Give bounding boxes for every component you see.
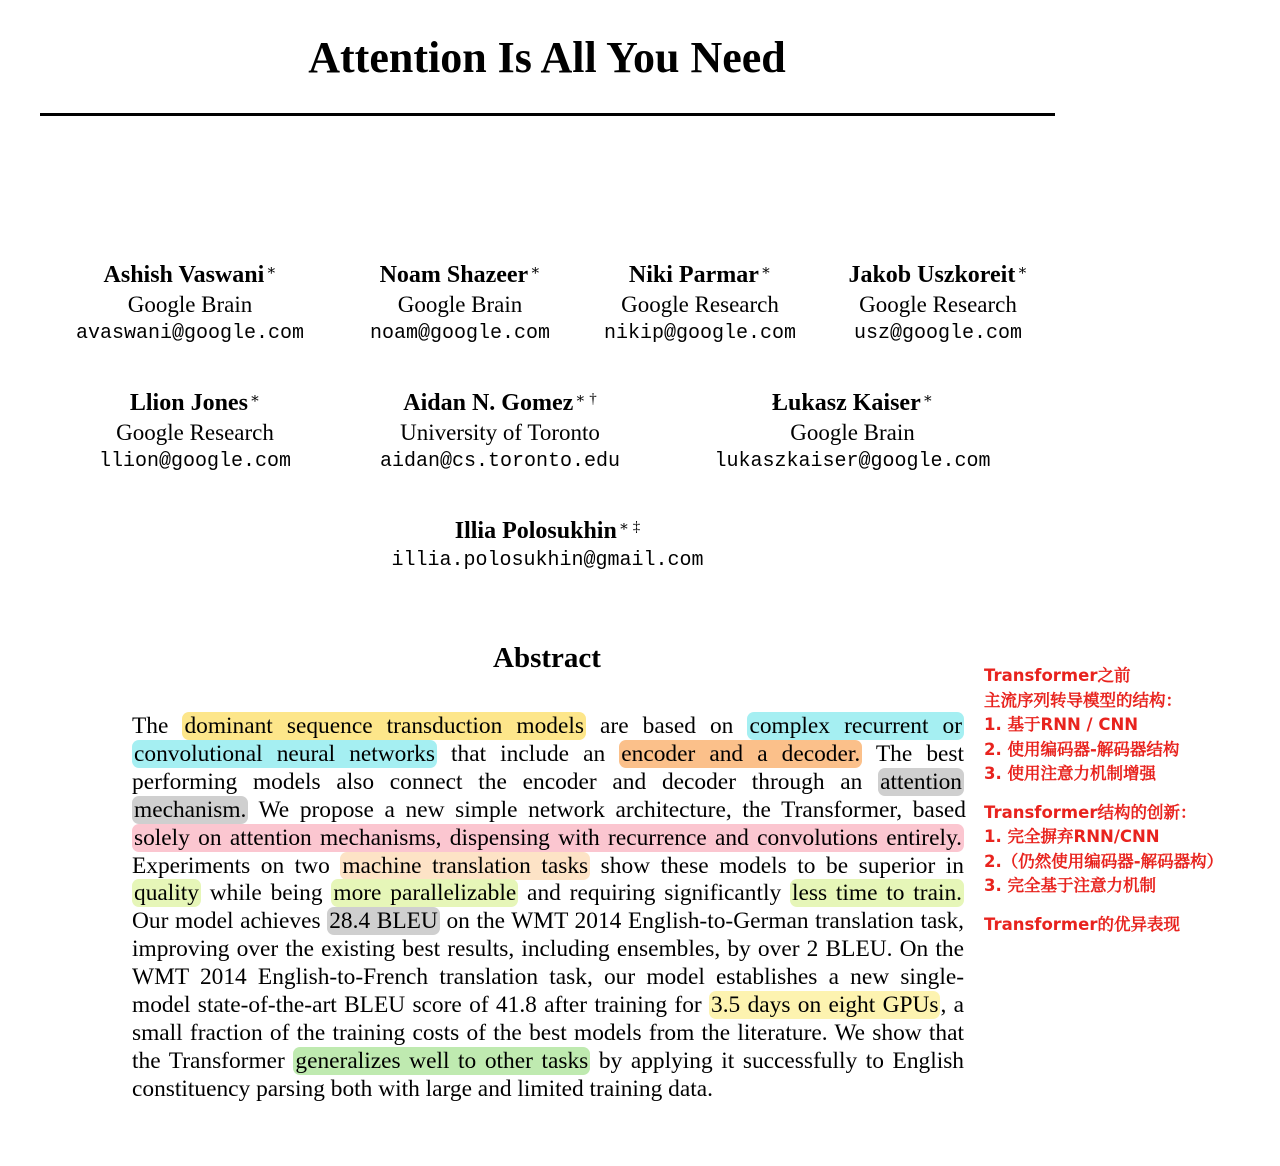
annotation-group bbox=[984, 913, 1278, 938]
author-marks: ∗ bbox=[530, 263, 541, 279]
paper-title: Attention Is All You Need bbox=[308, 33, 786, 82]
highlighted-phrase: 3.5 days on eight GPUs bbox=[711, 992, 939, 1019]
author-marks: ∗ bbox=[1017, 263, 1028, 279]
author-name: Ashish Vaswani bbox=[103, 262, 265, 288]
annotation-group bbox=[984, 801, 1278, 899]
author-affiliation: Google Brain bbox=[397, 292, 523, 317]
author-marks: ∗ bbox=[922, 391, 933, 407]
annotation-line: 2. 使用编码器-解码器结构 bbox=[984, 739, 1180, 759]
author-block bbox=[360, 385, 640, 476]
author-name: Llion Jones bbox=[129, 390, 248, 416]
author-name: Illia Polosukhin bbox=[454, 518, 617, 544]
author-name: Aidan N. Gomez bbox=[403, 390, 574, 416]
author-block bbox=[838, 257, 1038, 348]
highlighted-phrase: less time to train. bbox=[791, 880, 962, 907]
title-rule bbox=[40, 113, 1055, 116]
abstract-body bbox=[132, 713, 964, 1104]
author-email: llion@google.com bbox=[98, 450, 292, 473]
abstract-text: Experiments on two bbox=[132, 852, 341, 879]
annotation-line: Transformer之前 bbox=[984, 666, 1131, 685]
author-block bbox=[360, 513, 735, 575]
author-name: Łukasz Kaiser bbox=[772, 390, 921, 416]
author-marks: ∗ bbox=[249, 391, 261, 407]
author-block bbox=[80, 385, 310, 476]
highlighted-phrase: dominant sequence transduction models bbox=[184, 713, 584, 739]
author-email: lukaszkaiser@google.com bbox=[714, 450, 991, 473]
highlighted-phrase: solely on attention mechanisms, dispensing with recurrence and convolutions entirely. bbox=[134, 824, 962, 851]
highlighted-phrase: 28.4 BLEU bbox=[329, 908, 438, 935]
author-email: avaswani@google.com bbox=[75, 322, 305, 345]
highlighted-phrase: encoder and a decoder. bbox=[621, 740, 861, 767]
author-block bbox=[590, 257, 810, 348]
abstract-text: are based on bbox=[585, 713, 748, 739]
author-marks: ∗ bbox=[760, 263, 772, 279]
abstract-text: and requiring significantly bbox=[518, 880, 790, 907]
abstract-text: while being bbox=[200, 880, 332, 907]
annotation-group bbox=[984, 664, 1278, 787]
annotation-line: Transformer结构的创新： bbox=[984, 802, 1197, 822]
author-marks: ∗ † bbox=[575, 391, 597, 407]
author-email: noam@google.com bbox=[369, 322, 551, 345]
abstract-text: The bbox=[132, 713, 183, 739]
highlighted-phrase: more parallelizable bbox=[333, 880, 517, 907]
author-name: Niki Parmar bbox=[628, 262, 759, 288]
abstract-text: Our model achieves bbox=[132, 908, 328, 935]
abstract-text: show these models to be superior in bbox=[590, 852, 965, 879]
abstract-text: by applying it successfully to English constituency parsing both with large and limited training data. bbox=[132, 1047, 965, 1102]
author-email: usz@google.com bbox=[853, 322, 1023, 345]
author-email: aidan@cs.toronto.edu bbox=[379, 450, 621, 473]
highlighted-phrase: machine translation tasks bbox=[342, 852, 589, 879]
annotation-line: 3. 完全基于注意力机制 bbox=[984, 876, 1156, 895]
author-affiliation: Google Research bbox=[116, 420, 274, 445]
annotation-line: Transformer的优异表现 bbox=[984, 914, 1180, 934]
abstract-text: The best performing models also connect the encoder and decoder through an bbox=[132, 740, 965, 795]
author-block bbox=[60, 257, 320, 348]
author-affiliation: Google Research bbox=[859, 292, 1017, 317]
annotation-line: 1. 完全摒弃RNN/CNN bbox=[984, 827, 1160, 846]
annotation-line: 2.（仍然使用编码器-解码器构） bbox=[984, 851, 1224, 871]
highlighted-phrase: complex recurrent or convolutional neural networks bbox=[134, 713, 963, 767]
highlighted-phrase: attention mechanism. bbox=[134, 768, 962, 823]
abstract-text: , a small fraction of the training costs of the best models from the literature. We show that the Transformer bbox=[132, 992, 965, 1074]
abstract-text: on the WMT 2014 English-to-German translation task, improving over the existing best results, including ensembles, by over 2 BLEU. On the WMT 2014 English-to-French translation task, our model establishes a new single-model state-of-the-art BLEU score of 41.8 after training for bbox=[132, 908, 965, 1019]
author-block bbox=[690, 385, 1015, 476]
author-email: nikip@google.com bbox=[603, 322, 797, 345]
author-name: Noam Shazeer bbox=[379, 262, 529, 288]
annotation-line: 主流序列转导模型的结构： bbox=[984, 690, 1182, 710]
author-block bbox=[345, 257, 575, 348]
author-marks: ∗ ‡ bbox=[618, 519, 641, 535]
annotation-notes bbox=[984, 664, 1278, 951]
highlighted-phrase: quality bbox=[134, 880, 199, 907]
annotation-line: 1. 基于RNN / CNN bbox=[984, 715, 1139, 734]
author-affiliation: Google Brain bbox=[790, 420, 915, 445]
author-name: Jakob Uszkoreit bbox=[848, 262, 1016, 288]
abstract-heading: Abstract bbox=[493, 642, 601, 674]
author-email: illia.polosukhin@gmail.com bbox=[391, 549, 704, 572]
abstract-text: that include an bbox=[436, 740, 620, 767]
annotation-line: 3. 使用注意力机制增强 bbox=[984, 764, 1156, 783]
abstract-text: We propose a new simple network architecture, the Transformer, based bbox=[248, 796, 966, 823]
author-marks: ∗ bbox=[266, 263, 277, 279]
highlighted-phrase: generalizes well to other tasks bbox=[295, 1047, 589, 1074]
author-affiliation: Google Brain bbox=[127, 292, 253, 317]
author-affiliation: Google Research bbox=[621, 292, 779, 317]
author-affiliation: University of Toronto bbox=[400, 420, 600, 445]
